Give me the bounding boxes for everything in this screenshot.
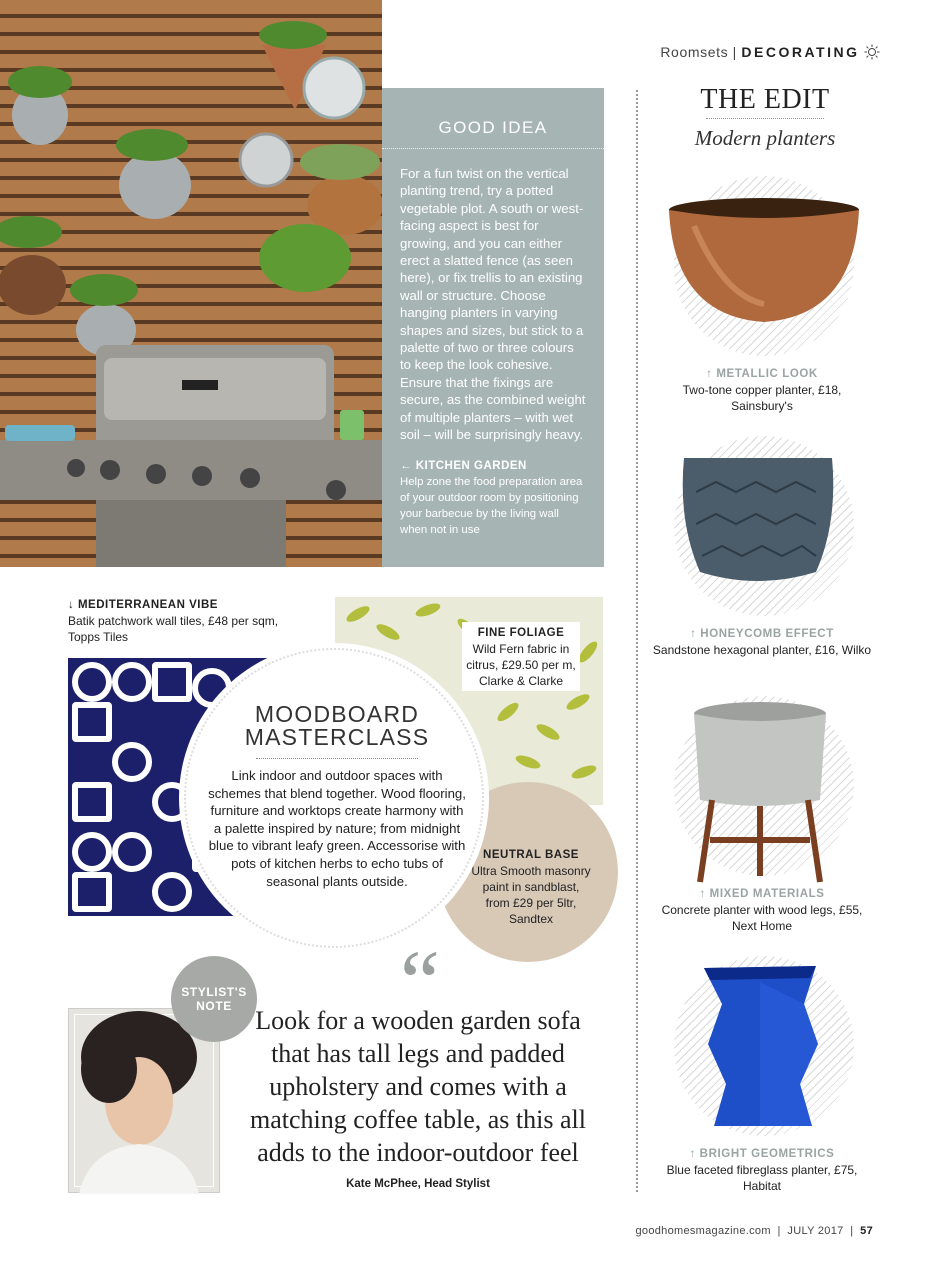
- page-footer: [560, 1225, 873, 1237]
- edit-subtitle: Modern planters: [694, 126, 836, 150]
- sun-icon: [864, 44, 880, 60]
- hexagonal-planter-image: [676, 452, 840, 588]
- header-separator: |: [732, 44, 737, 60]
- good-idea-title: GOOD IDEA: [382, 88, 604, 149]
- footer-site: goodhomesmagazine.com: [635, 1225, 771, 1237]
- up-arrow-icon: ↑: [689, 1148, 696, 1160]
- living-wall-photo: [0, 0, 382, 567]
- footer-separator: |: [777, 1225, 781, 1237]
- badge-line2: NOTE: [196, 999, 232, 1013]
- product-desc: Concrete planter with wood legs, £55, Next Home: [661, 903, 863, 933]
- product-desc: Sandstone hexagonal planter, £16, Wilko: [652, 643, 872, 657]
- product-desc: Two-tone copper planter, £18, Sainsbury's: [682, 383, 842, 413]
- copper-planter-image: [664, 196, 864, 326]
- faceted-planter-image: [700, 964, 822, 1128]
- quote-mark-icon: “: [400, 933, 440, 1032]
- kitchen-garden-title: KITCHEN GARDEN: [415, 459, 527, 472]
- stylist-quote: Look for a wooden garden sofa that has tall legs and padded upholstery and comes with a matching coffee table, as this all adds to the indoor-outdoor feel: [250, 1006, 586, 1167]
- mediterranean-text: Batik patchwork wall tiles, £48 per sqm, Topps Tiles: [68, 614, 279, 644]
- down-arrow-icon: ↓: [68, 599, 75, 611]
- footer-issue: JULY 2017: [787, 1225, 844, 1237]
- quote-author: Kate McPhee, Head Stylist: [346, 1178, 490, 1190]
- kitchen-garden-text: Help zone the food preparation area of your outdoor room by positioning your barbecue by the living wall when not in use: [400, 475, 583, 536]
- neutral-text: Ultra Smooth masonry paint in sandblast, from £29 per 5ltr, Sandtex: [471, 864, 591, 926]
- page-header: [560, 44, 880, 60]
- neutral-caption: [470, 846, 592, 927]
- category-label: DECORATING: [741, 44, 860, 60]
- product-caption: [652, 366, 872, 414]
- mediterranean-caption: [68, 596, 288, 645]
- product-caption: [652, 886, 872, 934]
- badge-line1: STYLIST'S: [181, 985, 247, 999]
- footer-separator: |: [850, 1225, 854, 1237]
- stylist-note-badge: [171, 956, 257, 1042]
- column-divider: [636, 90, 638, 1192]
- mediterranean-title: MEDITERRANEAN VIBE: [77, 599, 218, 611]
- up-arrow-icon: ↑: [706, 368, 713, 380]
- left-arrow-icon: ←: [400, 459, 412, 472]
- concrete-planter-image: [690, 700, 830, 885]
- product-tag: HONEYCOMB EFFECT: [700, 628, 834, 640]
- product-tag: BRIGHT GEOMETRICS: [699, 1148, 835, 1160]
- kitchen-garden-note: [382, 444, 604, 538]
- product-caption: [652, 1146, 872, 1194]
- moodboard-title: [214, 703, 460, 749]
- foliage-title: FINE FOLIAGE: [477, 627, 565, 639]
- moodboard-body: Link indoor and outdoor spaces with schemes that blend together. Wood flooring, furniture and worktops create harmony with a palette inspired by nature; from midnight blue to vibrant leafy green. Accessorise with pots of kitchen herbs to echo tubs of seasonal plants outside.: [208, 768, 466, 889]
- page-number: 57: [860, 1225, 873, 1237]
- moodboard-title-line1: MOODBOARD: [254, 701, 420, 727]
- product-caption: [652, 626, 872, 658]
- section-label: Roomsets: [660, 44, 729, 60]
- up-arrow-icon: ↑: [690, 628, 697, 640]
- foliage-caption: [462, 622, 580, 691]
- up-arrow-icon: ↑: [699, 888, 706, 900]
- edit-title-rule: [706, 118, 824, 119]
- moodboard-title-rule: [256, 758, 418, 759]
- neutral-title: NEUTRAL BASE: [483, 849, 579, 861]
- moodboard-title-line2: MASTERCLASS: [244, 724, 430, 750]
- product-tag: METALLIC LOOK: [716, 368, 818, 380]
- good-idea-panel: [382, 88, 604, 567]
- product-desc: Blue faceted fibreglass planter, £75, Habitat: [666, 1163, 858, 1193]
- good-idea-body: For a fun twist on the vertical planting trend, try a potted vegetable plot. A south or west-facing aspect is best for growing, and you can either erect a slatted fence (as seen here), or fix trellis to an existing wall or structure. Choose hanging planters in varying shapes and sizes, but stick to a palette of two or three colours to keep the look cohesive. Ensure that the fixings are secure, as the combined weight of multiple planters – with wet soil – will be surprisingly heavy.: [400, 166, 586, 443]
- foliage-text: Wild Fern fabric in citrus, £29.50 per m, Clarke & Clarke: [466, 642, 576, 688]
- product-tag: MIXED MATERIALS: [709, 888, 825, 900]
- edit-title: THE EDIT: [700, 84, 830, 115]
